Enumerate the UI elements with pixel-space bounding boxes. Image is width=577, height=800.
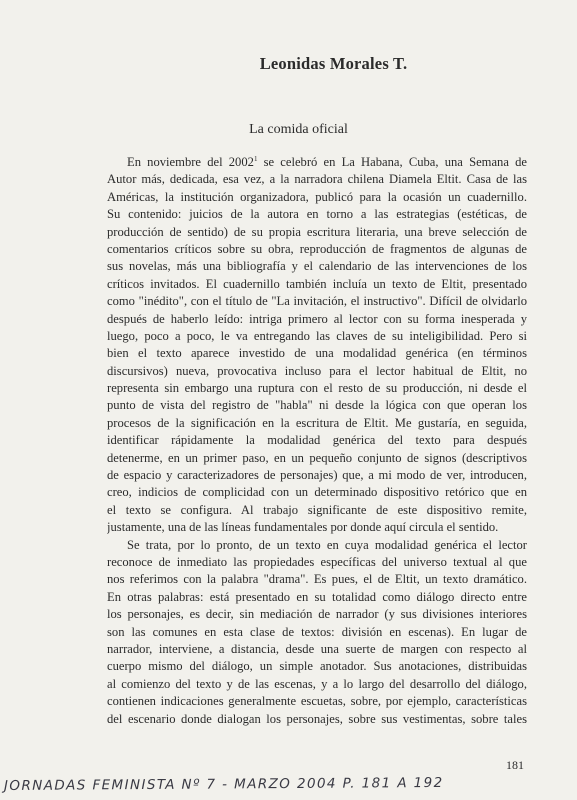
article-title: La comida oficial bbox=[249, 122, 348, 137]
running-header-author: Leonidas Morales T. bbox=[259, 54, 408, 73]
body-line: críticos invitados. El cuadernillo también incluía un texto de Eltit, presentado bbox=[107, 276, 527, 291]
body-line: reconoce de inmediato las propiedades específicas del universo textual al que bbox=[107, 554, 527, 569]
body-line: Américas, la institución organizadora, publicó para la ocasión un cuadernillo. bbox=[107, 189, 527, 204]
body-line: Autor más, dedicada, esa vez, a la narradora chilena Diamela Eltit. Casa de las bbox=[107, 172, 527, 187]
body-line: punto de vista del registro de "habla" ni desde la lógica con que operan los bbox=[107, 398, 527, 413]
body-line: comentarios críticos sobre su obra, reproducción de fragmentos de algunas de bbox=[107, 241, 527, 256]
page-number: 181 bbox=[506, 758, 524, 772]
body-line: después de haberlo leído: intriga primero al lector con su forma inesperada y bbox=[107, 311, 527, 326]
body-line: son las comunes en esta clase de textos: división en escenas). En lugar de bbox=[107, 624, 527, 639]
body-line: En otras palabras: está presentado en su totalidad como diálogo directo entre bbox=[107, 589, 527, 604]
body-line: del escenario donde dialogan los personajes, sobre sus vestimentas, sobre tales bbox=[107, 711, 527, 726]
body-line: al comienzo del texto y de las escenas, y a lo largo del desarrollo del diálogo, bbox=[107, 676, 527, 691]
body-line: luego, poco a poco, le va entregando las claves de su inteligibilidad. Pero si bbox=[107, 328, 527, 343]
body-line: Su contenido: juicios de la autora en torno a las estrategias (estéticas, de bbox=[107, 207, 527, 222]
body-line-end: se celebró en La Habana, Cuba, una Semana de bbox=[257, 155, 527, 169]
body-line: identificar rápidamente la modalidad genérica del texto para después bbox=[107, 433, 527, 448]
body-line: creo, indicios de complicidad con un determinado dispositivo retórico que en bbox=[107, 485, 527, 500]
body-line: los personajes, es decir, sin mediación de narrador (y sus divisiones interiores bbox=[107, 607, 527, 622]
body-line: como "inédito", con el título de "La invitación, el instructivo". Difícil de olvidarlo bbox=[107, 294, 527, 309]
body-line: bien el texto aparece investido de una modalidad genérica (en términos bbox=[107, 346, 527, 361]
body-line: procesos de la significación en la escritura de Eltit. Me gustaría, en seguida, bbox=[107, 415, 527, 430]
body-line: narrador, interviene, a distancia, desde una suerte de margen con respecto al bbox=[107, 641, 527, 656]
body-line: el texto se configura. Al trabajo significante de este dispositivo remite, bbox=[107, 502, 527, 517]
body-line: sus novelas, más una bibliografía y el calendario de las intervenciones de los bbox=[107, 259, 527, 274]
body-line: nos referimos con la palabra "drama". Es pues, el de Eltit, un texto dramático. bbox=[107, 572, 527, 587]
body-line: de espacio y caracterizadores de personajes) que, a mi modo de ver, introducen, bbox=[107, 468, 527, 483]
body-line: cuerpo mismo del diálogo, un simple anotador. Sus anotaciones, distribuidas bbox=[107, 659, 527, 674]
body-line: contienen indicaciones generalmente escuetas, sobre, por ejemplo, características bbox=[107, 694, 527, 709]
body-line: producción de sentido) de su propia escritura literaria, una breve selección de bbox=[107, 224, 527, 239]
body-line bbox=[107, 154, 527, 171]
body-line: discursivos) nueva, provocativa incluso para el lector habitual de Eltit, no bbox=[107, 363, 527, 378]
body-line: Se trata, por lo pronto, de un texto en cuya modalidad genérica el lector bbox=[127, 537, 527, 552]
body-line: justamente, una de las líneas fundamentales por donde aquí circula el sentido. bbox=[107, 520, 499, 535]
handwritten-citation-note: JORNADAS FEMINISTA Nº 7 - MARZO 2004 P. 181 A 192 bbox=[3, 774, 444, 794]
article-body bbox=[107, 154, 527, 728]
footnote-marker[interactable]: 1 bbox=[253, 154, 258, 163]
body-line-start: En noviembre del 2002 bbox=[127, 155, 254, 169]
body-line: detenerme, en un primer paso, en un pequeño conjunto de signos (descriptivos bbox=[107, 450, 527, 465]
body-line: representa sin embargo una ruptura con el resto de su producción, ni desde el bbox=[107, 381, 527, 396]
